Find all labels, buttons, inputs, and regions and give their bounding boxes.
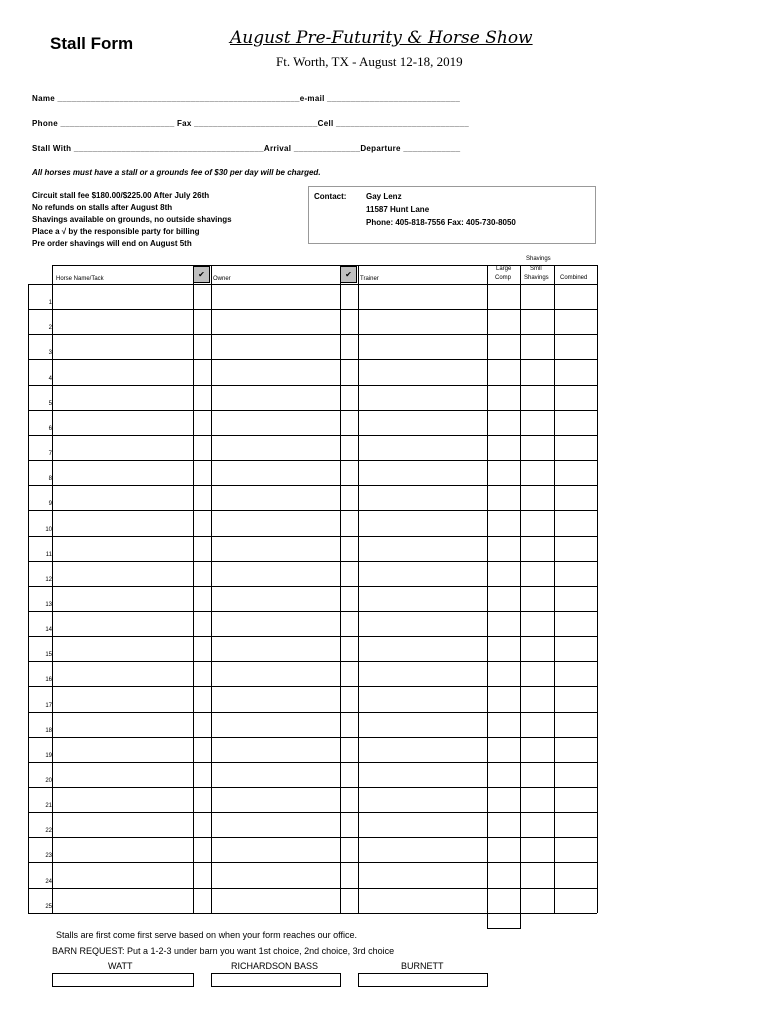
table-row-border xyxy=(28,862,597,863)
table-row-border xyxy=(28,636,597,637)
comp-header: Comp xyxy=(495,275,512,281)
info-line: Pre order shavings will end on August 5th xyxy=(32,239,192,248)
row-number: 8 xyxy=(48,476,52,483)
trainer-billing-check-icon: ✔ xyxy=(340,266,357,283)
row-number: 3 xyxy=(48,350,52,357)
barn-label-burnett: BURNETT xyxy=(401,961,444,971)
info-line: Circuit stall fee $180.00/$225.00 After July 26th xyxy=(32,191,210,200)
table-row-border xyxy=(28,737,597,738)
table-row-border xyxy=(28,485,597,486)
row-number: 7 xyxy=(48,451,52,458)
show-title: August Pre-Futurity & Horse Show xyxy=(230,28,533,48)
row-number: 18 xyxy=(45,727,52,734)
table-column-divider xyxy=(597,265,598,913)
contact-box xyxy=(308,186,596,244)
table-row-border xyxy=(28,812,597,813)
name-email-field[interactable]: Name ___________________________________________________e-mail ____________________________ xyxy=(32,94,461,103)
row-number: 20 xyxy=(45,778,52,784)
table-column-divider xyxy=(487,265,488,913)
row-number: 10 xyxy=(45,526,52,533)
table-row-border xyxy=(28,536,597,537)
table-row-border xyxy=(28,661,597,662)
row-number: 22 xyxy=(45,828,52,835)
table-column-divider xyxy=(358,265,359,913)
table-row-border xyxy=(28,888,597,889)
row-number: 11 xyxy=(45,551,52,558)
table-column-divider xyxy=(211,265,212,913)
combined-header: Combined xyxy=(560,275,588,281)
info-line: No refunds on stalls after August 8th xyxy=(32,203,173,212)
table-column-divider xyxy=(52,265,53,913)
table-row-border xyxy=(28,385,597,386)
total-box[interactable] xyxy=(487,913,521,929)
horse-name-header: Horse Name/Tack xyxy=(56,276,104,282)
row-number: 13 xyxy=(45,601,52,608)
row-number: 21 xyxy=(45,803,52,810)
table-row-border xyxy=(28,712,597,713)
barn-label-richardson-bass: RICHARDSON BASS xyxy=(231,961,319,971)
stall-arrival-departure-field[interactable]: Stall With ________________________________________Arrival ______________Departure ____________ xyxy=(32,144,461,153)
contact-name: Gay Lenz xyxy=(366,192,402,201)
large-header: Large xyxy=(496,266,512,272)
row-number: 9 xyxy=(48,501,52,508)
trainer-header: Trainer xyxy=(360,276,379,282)
first-come-note: Stalls are first come first serve based on when your form reaches our office. xyxy=(56,930,357,940)
table-row-border xyxy=(28,787,597,788)
row-number: 12 xyxy=(45,576,52,583)
barn-choice-richardson-bass[interactable] xyxy=(211,973,341,987)
row-number: 24 xyxy=(45,878,52,885)
contact-address: 11587 Hunt Lane xyxy=(366,205,430,214)
owner-header: Owner xyxy=(213,276,231,282)
phone-fax-cell-field[interactable]: Phone ________________________ Fax __________________________Cell ____________________________ xyxy=(32,119,470,128)
contact-phone: Phone: 405-818-7556 Fax: 405-730-8050 xyxy=(366,218,516,227)
row-number: 25 xyxy=(45,903,52,910)
row-number: 6 xyxy=(48,425,52,432)
contact-label: Contact: xyxy=(314,192,347,201)
table-row-border xyxy=(28,611,597,612)
table-row-border xyxy=(28,334,597,335)
small-header: Smll xyxy=(530,266,542,272)
table-row-border xyxy=(28,561,597,562)
grounds-fee-notice: All horses must have a stall or a grounds fee of $30 per day will be charged. xyxy=(32,168,321,177)
table-row-border xyxy=(28,837,597,838)
table-row-border xyxy=(28,460,597,461)
show-subtitle: Ft. Worth, TX - August 12-18, 2019 xyxy=(276,54,463,69)
table-header-top-border xyxy=(52,265,597,266)
table-row-border xyxy=(28,762,597,763)
barn-choice-watt[interactable] xyxy=(52,973,194,987)
table-row-border xyxy=(28,586,597,587)
table-row-border xyxy=(28,284,597,285)
small-shavings-header: Shavings xyxy=(524,275,549,281)
owner-billing-check-icon: ✔ xyxy=(193,266,210,283)
table-row-border xyxy=(28,309,597,310)
table-column-divider xyxy=(520,265,521,913)
shavings-group-header: Shavings xyxy=(526,256,551,262)
barn-label-watt: WATT xyxy=(108,961,133,971)
barn-request-instructions: BARN REQUEST: Put a 1-2-3 under barn you want 1st choice, 2nd choice, 3rd choice xyxy=(52,946,395,956)
row-number: 5 xyxy=(48,400,52,407)
row-number: 17 xyxy=(45,702,52,709)
row-number: 15 xyxy=(45,652,52,659)
row-number: 4 xyxy=(48,375,52,382)
info-line: Place a √ by the responsible party for billing xyxy=(32,227,200,236)
table-row-border xyxy=(28,435,597,436)
table-column-divider xyxy=(340,265,341,913)
barn-choice-burnett[interactable] xyxy=(358,973,488,987)
table-row-border xyxy=(28,410,597,411)
table-column-divider xyxy=(554,265,555,913)
table-column-divider xyxy=(193,265,194,913)
row-number: 1 xyxy=(48,300,52,307)
form-title: Stall Form xyxy=(50,34,134,53)
table-row-border xyxy=(28,359,597,360)
table-row-border xyxy=(28,686,597,687)
row-number: 23 xyxy=(45,853,52,860)
table-row-border xyxy=(28,510,597,511)
info-line: Shavings available on grounds, no outside shavings xyxy=(32,215,232,224)
row-number: 19 xyxy=(45,752,52,759)
row-number: 16 xyxy=(45,677,52,684)
row-number: 2 xyxy=(48,325,52,332)
row-number: 14 xyxy=(45,627,52,634)
